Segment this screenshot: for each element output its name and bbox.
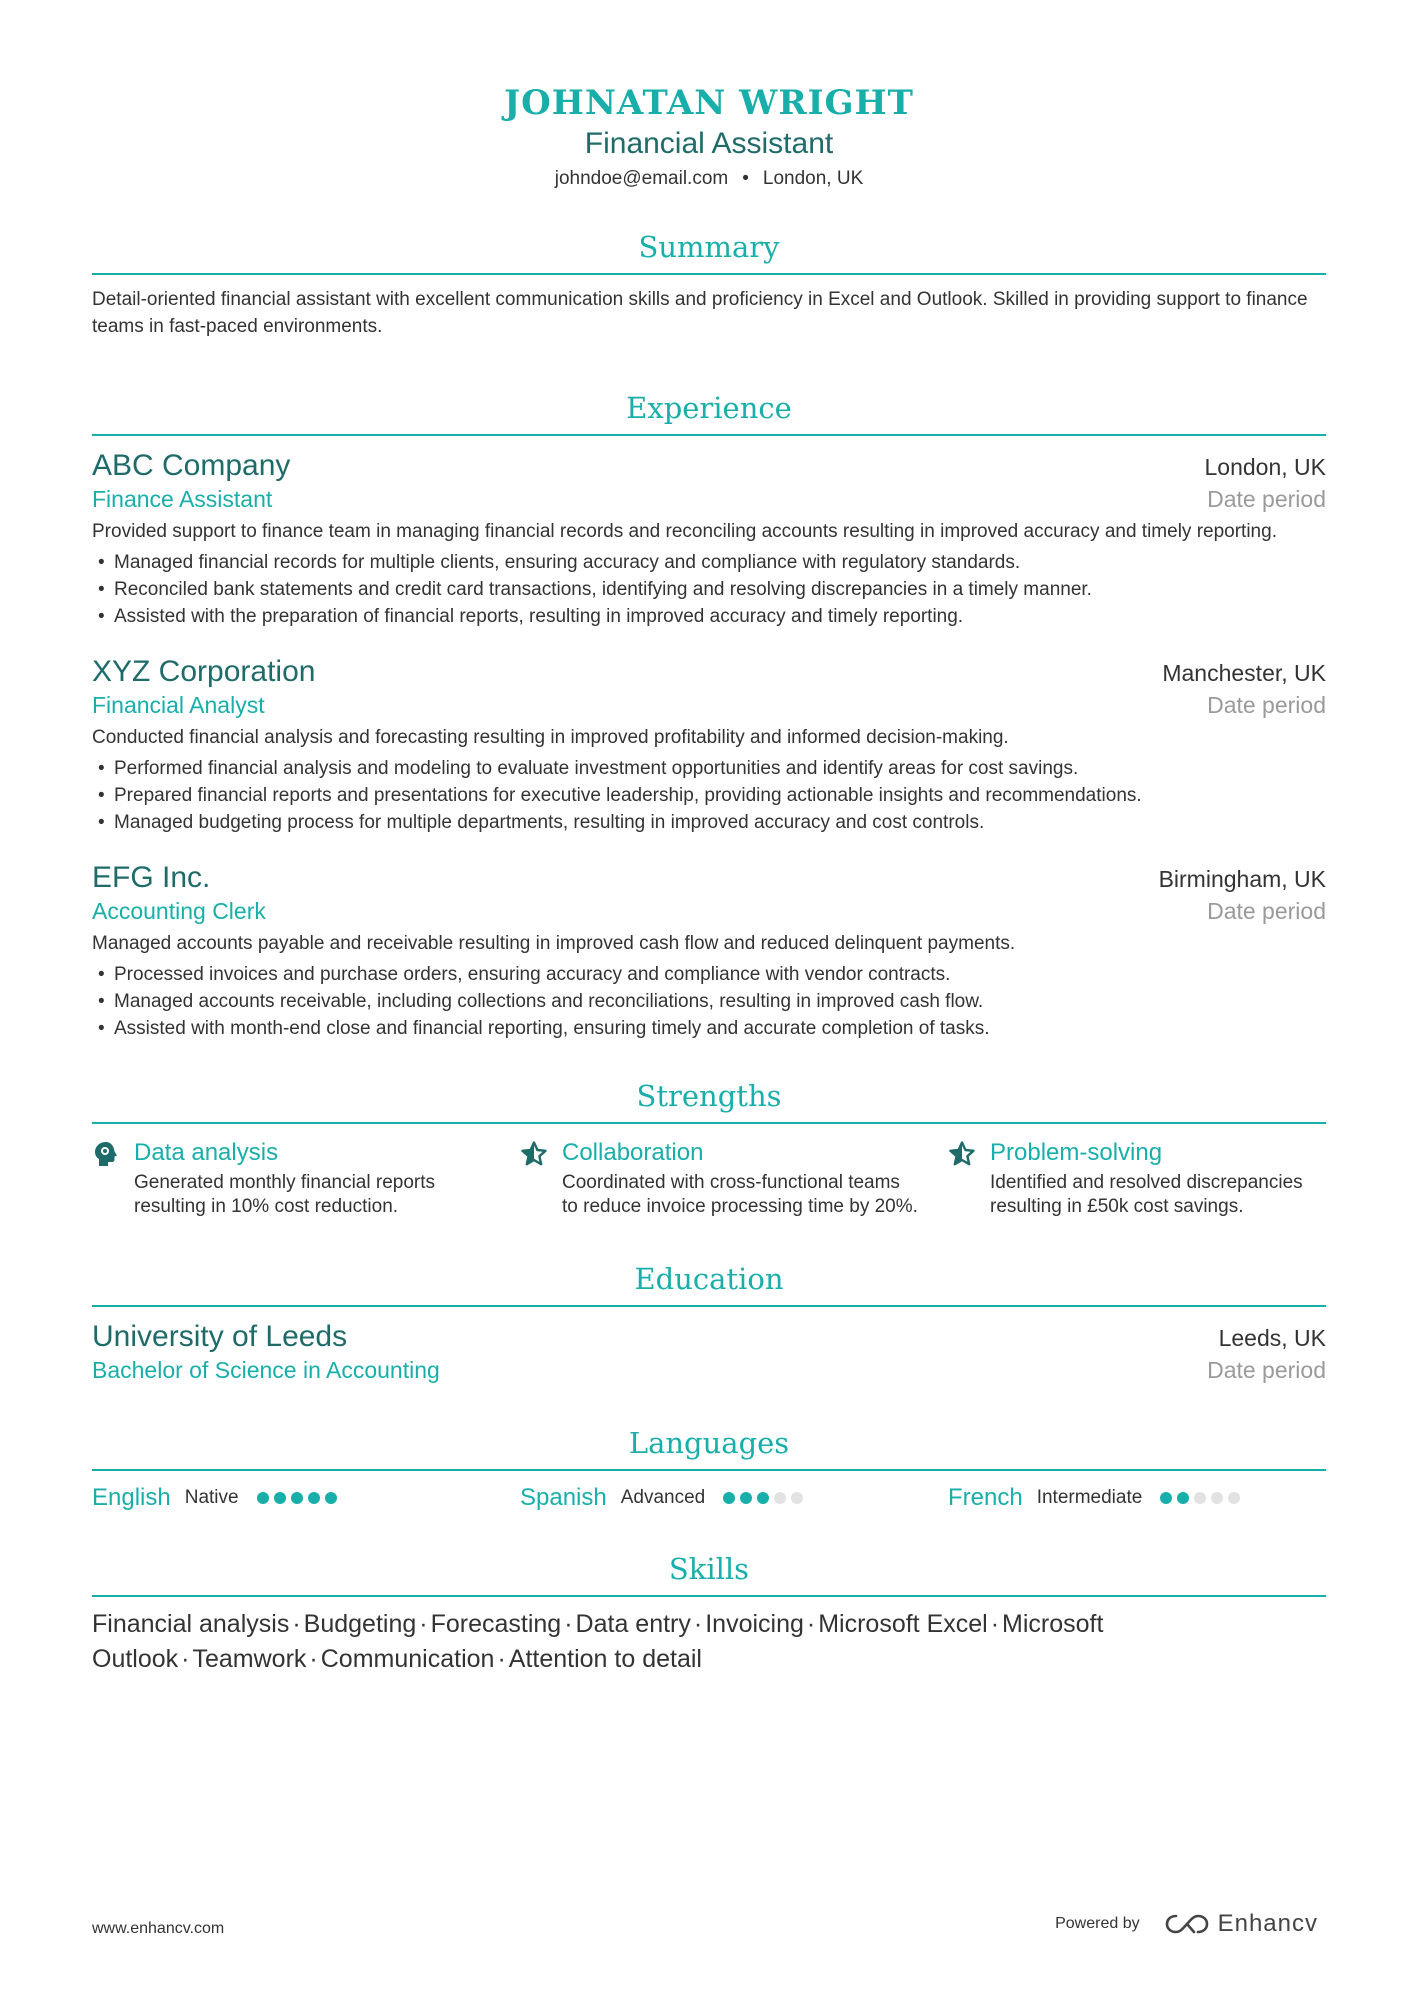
experience-bullets xyxy=(92,755,1326,836)
skill-item: Data entry xyxy=(575,1610,691,1638)
star-icon xyxy=(948,1140,976,1168)
education-divider xyxy=(92,1305,1326,1307)
language-rating-dot xyxy=(757,1492,769,1504)
contact-email[interactable]: johndoe@email.com xyxy=(554,168,729,189)
candidate-title: Financial Assistant xyxy=(584,127,834,160)
education-date: Date period xyxy=(1207,1357,1326,1383)
enhancv-logo[interactable] xyxy=(1164,1910,1318,1938)
skill-item: Communication xyxy=(320,1645,495,1673)
language-rating xyxy=(723,1492,808,1504)
experience-company: ABC Company xyxy=(92,449,291,482)
resume-header xyxy=(92,82,1326,191)
experience-divider xyxy=(92,434,1326,436)
strength-item xyxy=(92,1138,492,1219)
summary-heading: Summary xyxy=(638,230,780,264)
experience-row-top xyxy=(92,860,1326,896)
skill-item: Microsoft Outlook xyxy=(92,1610,1104,1673)
language-name: Spanish xyxy=(520,1484,607,1511)
strengths-heading: Strengths xyxy=(636,1079,782,1113)
language-rating xyxy=(257,1492,342,1504)
footer-powered-by: Powered by xyxy=(1055,1915,1140,1932)
skill-item: Financial analysis xyxy=(92,1610,290,1638)
experience-bullet: • Performed financial analysis and modeling to evaluate investment opportunities and identify areas for cost savings. xyxy=(92,755,1326,782)
language-rating-dot xyxy=(308,1492,320,1504)
experience-bullet: • Prepared financial reports and presentations for executive leadership, providing actionable insights and recommendations. xyxy=(92,782,1326,809)
education-row-bottom xyxy=(92,1355,1326,1385)
skill-separator: · xyxy=(497,1645,506,1673)
contact-location: London, UK xyxy=(762,168,864,189)
experience-row-bottom xyxy=(92,484,1326,514)
education-school: University of Leeds xyxy=(92,1320,348,1353)
education-row-top xyxy=(92,1319,1326,1355)
skill-item: Attention to detail xyxy=(508,1645,702,1673)
enhancv-brand-text: Enhancv xyxy=(1217,1910,1318,1937)
footer-branding xyxy=(1055,1910,1318,1938)
language-rating-dot xyxy=(1211,1492,1223,1504)
strengths-list xyxy=(92,1138,1326,1219)
experience-bullet: • Managed accounts receivable, including collections and reconciliations, resulting in improved cash flow. xyxy=(92,988,1326,1015)
strength-title: Collaboration xyxy=(562,1139,704,1166)
experience-bullet: • Managed budgeting process for multiple departments, resulting in improved accuracy and cost controls. xyxy=(92,809,1326,836)
experience-entry xyxy=(92,448,1326,630)
experience-bullet: • Reconciled bank statements and credit card transactions, identifying and resolving discrepancies in a timely manner. xyxy=(92,576,1326,603)
language-level: Native xyxy=(184,1487,239,1508)
skills-section xyxy=(92,1551,1326,1677)
experience-entry xyxy=(92,860,1326,1042)
experience-row-top xyxy=(92,654,1326,690)
experience-date: Date period xyxy=(1207,486,1326,512)
language-rating-dot xyxy=(1177,1492,1189,1504)
language-rating-dot xyxy=(325,1492,337,1504)
contact-separator: • xyxy=(742,168,749,189)
language-rating-dot xyxy=(774,1492,786,1504)
education-location: Leeds, UK xyxy=(1218,1325,1326,1351)
skill-separator: · xyxy=(309,1645,318,1673)
languages-heading: Languages xyxy=(628,1426,790,1460)
summary-section xyxy=(92,229,1326,340)
strength-body xyxy=(134,1138,492,1219)
language-level: Advanced xyxy=(620,1487,706,1508)
experience-role: Financial Analyst xyxy=(92,692,265,718)
strength-title: Problem-solving xyxy=(990,1139,1163,1166)
contact-line xyxy=(92,167,1326,191)
strength-item xyxy=(948,1138,1326,1219)
experience-section xyxy=(92,390,1326,1042)
language-rating-dot xyxy=(1194,1492,1206,1504)
experience-row-bottom xyxy=(92,690,1326,720)
skill-separator: · xyxy=(564,1610,573,1638)
language-rating-dot xyxy=(740,1492,752,1504)
experience-row-top xyxy=(92,448,1326,484)
language-name: French xyxy=(948,1484,1023,1511)
experience-location: Manchester, UK xyxy=(1162,660,1326,686)
experience-bullet: • Assisted with the preparation of financial reports, resulting in improved accuracy and timely reporting. xyxy=(92,603,1326,630)
language-rating-dot xyxy=(1228,1492,1240,1504)
education-degree: Bachelor of Science in Accounting xyxy=(92,1357,440,1383)
experience-bullets xyxy=(92,961,1326,1042)
resume-content xyxy=(92,82,1326,1677)
strengths-section xyxy=(92,1078,1326,1219)
skill-separator: · xyxy=(806,1610,816,1638)
experience-location: London, UK xyxy=(1204,454,1326,480)
language-rating xyxy=(1160,1492,1245,1504)
skill-item: Microsoft Excel xyxy=(818,1610,988,1638)
language-rating-dot xyxy=(1160,1492,1172,1504)
languages-divider xyxy=(92,1469,1326,1471)
experience-date: Date period xyxy=(1207,898,1326,924)
experience-company: EFG Inc. xyxy=(92,861,211,894)
experience-list xyxy=(92,448,1326,1042)
language-item xyxy=(92,1483,520,1513)
brain-head-icon xyxy=(92,1140,120,1168)
strength-description: Generated monthly financial reports resulting in 10% cost reduction. xyxy=(134,1172,435,1217)
skill-item: Forecasting xyxy=(430,1610,562,1638)
skill-separator: · xyxy=(419,1610,428,1638)
strength-description: Identified and resolved discrepancies resulting in £50k cost savings. xyxy=(990,1172,1303,1217)
skill-separator: · xyxy=(693,1610,703,1638)
skill-separator: · xyxy=(181,1645,190,1673)
skill-item: Invoicing xyxy=(705,1610,804,1638)
skill-item: Budgeting xyxy=(303,1610,417,1638)
languages-section xyxy=(92,1425,1326,1513)
experience-role: Finance Assistant xyxy=(92,486,273,512)
experience-bullet: • Managed financial records for multiple clients, ensuring accuracy and compliance with regulatory standards. xyxy=(92,549,1326,576)
skills-heading: Skills xyxy=(668,1552,750,1586)
skill-separator: · xyxy=(292,1610,301,1638)
strength-description: Coordinated with cross-functional teams to reduce invoice processing time by 20%. xyxy=(562,1172,918,1217)
education-entry xyxy=(92,1319,1326,1385)
summary-text: Detail-oriented financial assistant with excellent communication skills and proficiency in Excel and Outlook. Skilled in providing support to finance teams in fast-paced environments. xyxy=(92,289,1308,337)
language-item xyxy=(948,1483,1326,1513)
experience-location: Birmingham, UK xyxy=(1158,866,1326,892)
experience-row-bottom xyxy=(92,896,1326,926)
skill-separator: · xyxy=(990,1610,1000,1638)
skills-divider xyxy=(92,1595,1326,1597)
strength-title: Data analysis xyxy=(134,1139,279,1166)
strength-body xyxy=(990,1138,1326,1219)
experience-entry xyxy=(92,654,1326,836)
language-name: English xyxy=(92,1484,171,1511)
language-rating-dot xyxy=(723,1492,735,1504)
experience-description: Managed accounts payable and receivable resulting in improved cash flow and reduced delinquent payments. xyxy=(92,933,1016,954)
language-item xyxy=(520,1483,948,1513)
footer-website[interactable]: www.enhancv.com xyxy=(92,1920,225,1937)
skills-list xyxy=(92,1607,1326,1677)
experience-description: Conducted financial analysis and forecasting resulting in improved profitability and informed decision-making. xyxy=(92,727,1009,748)
experience-role: Accounting Clerk xyxy=(92,898,266,924)
enhancv-logo-icon xyxy=(1164,1912,1210,1936)
experience-date: Date period xyxy=(1207,692,1326,718)
education-section xyxy=(92,1261,1326,1385)
skill-item: Teamwork xyxy=(192,1645,307,1673)
education-heading: Education xyxy=(634,1262,784,1296)
experience-bullets xyxy=(92,549,1326,630)
strength-body xyxy=(562,1138,920,1219)
candidate-name: JOHNATAN WRIGHT xyxy=(504,83,914,123)
experience-heading: Experience xyxy=(626,391,792,425)
languages-list xyxy=(92,1483,1326,1513)
experience-company: XYZ Corporation xyxy=(92,655,316,688)
star-icon xyxy=(520,1140,548,1168)
experience-bullet: • Assisted with month-end close and financial reporting, ensuring timely and accurate completion of tasks. xyxy=(92,1015,1326,1042)
experience-bullet: • Processed invoices and purchase orders, ensuring accuracy and compliance with vendor contracts. xyxy=(92,961,1326,988)
language-rating-dot xyxy=(791,1492,803,1504)
strength-item xyxy=(520,1138,920,1219)
experience-description: Provided support to finance team in managing financial records and reconciling accounts resulting in improved accuracy and timely reporting. xyxy=(92,521,1277,542)
language-level: Intermediate xyxy=(1036,1487,1143,1508)
language-rating-dot xyxy=(274,1492,286,1504)
summary-divider xyxy=(92,273,1326,275)
language-rating-dot xyxy=(291,1492,303,1504)
language-rating-dot xyxy=(257,1492,269,1504)
strengths-divider xyxy=(92,1122,1326,1124)
